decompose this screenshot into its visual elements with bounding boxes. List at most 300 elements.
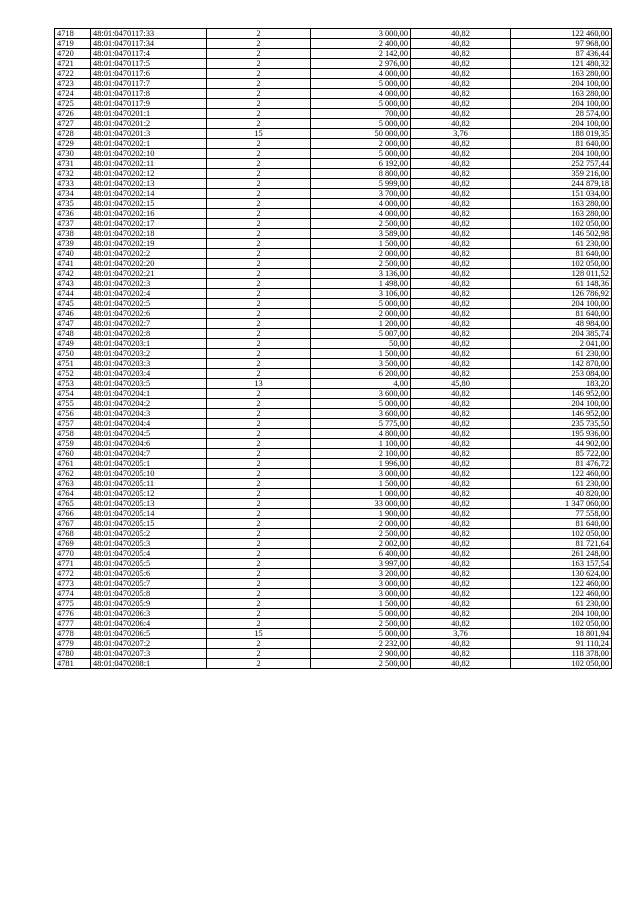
cadastral-number-cell: 48:01:0470202:12 (91, 169, 207, 179)
table-row (55, 659, 612, 669)
category-cell: 2 (207, 239, 311, 249)
cadastral-number-cell: 48:01:0470117:7 (91, 79, 207, 89)
rate-cell: 40,82 (411, 579, 511, 589)
rate-cell: 40,82 (411, 349, 511, 359)
row-number-cell: 4750 (55, 349, 91, 359)
table-row (55, 69, 612, 79)
category-cell: 2 (207, 279, 311, 289)
rate-cell: 40,82 (411, 549, 511, 559)
value-cell: 85 722,00 (511, 449, 612, 459)
area-cell: 2 142,00 (311, 49, 411, 59)
category-cell: 2 (207, 349, 311, 359)
area-cell: 3 000,00 (311, 469, 411, 479)
table-row (55, 379, 612, 389)
cadastral-number-cell: 48:01:0470203:2 (91, 349, 207, 359)
rate-cell: 3,76 (411, 629, 511, 639)
category-cell: 2 (207, 359, 311, 369)
cadastral-number-cell: 48:01:0470205:4 (91, 549, 207, 559)
category-cell: 2 (207, 119, 311, 129)
category-cell: 2 (207, 249, 311, 259)
area-cell: 2 232,00 (311, 639, 411, 649)
value-cell: 48 984,00 (511, 319, 612, 329)
table-row (55, 539, 612, 549)
area-cell: 2 500,00 (311, 219, 411, 229)
table-row (55, 409, 612, 419)
cadastral-number-cell: 48:01:0470204:7 (91, 449, 207, 459)
row-number-cell: 4722 (55, 69, 91, 79)
cadastral-number-cell: 48:01:0470203:4 (91, 369, 207, 379)
category-cell: 2 (207, 149, 311, 159)
table-row (55, 429, 612, 439)
value-cell: 204 100,00 (511, 99, 612, 109)
table-row (55, 339, 612, 349)
value-cell: 183,20 (511, 379, 612, 389)
cadastral-number-cell: 48:01:0470201:3 (91, 129, 207, 139)
table-row (55, 119, 612, 129)
rate-cell: 40,82 (411, 29, 511, 39)
row-number-cell: 4745 (55, 299, 91, 309)
table-row (55, 259, 612, 269)
category-cell: 2 (207, 649, 311, 659)
area-cell: 5 000,00 (311, 149, 411, 159)
rate-cell: 40,82 (411, 239, 511, 249)
area-cell: 2 500,00 (311, 529, 411, 539)
table-row (55, 139, 612, 149)
category-cell: 2 (207, 199, 311, 209)
table-row (55, 569, 612, 579)
category-cell: 2 (207, 559, 311, 569)
value-cell: 204 385,74 (511, 329, 612, 339)
value-cell: 118 378,00 (511, 649, 612, 659)
category-cell: 2 (207, 159, 311, 169)
rate-cell: 40,82 (411, 99, 511, 109)
row-number-cell: 4740 (55, 249, 91, 259)
value-cell: 151 034,00 (511, 189, 612, 199)
row-number-cell: 4768 (55, 529, 91, 539)
row-number-cell: 4733 (55, 179, 91, 189)
area-cell: 5 000,00 (311, 299, 411, 309)
value-cell: 261 248,00 (511, 549, 612, 559)
table-row (55, 49, 612, 59)
rate-cell: 40,82 (411, 199, 511, 209)
row-number-cell: 4729 (55, 139, 91, 149)
value-cell: 146 952,00 (511, 389, 612, 399)
area-cell: 5 999,00 (311, 179, 411, 189)
rate-cell: 40,82 (411, 449, 511, 459)
area-cell: 1 500,00 (311, 479, 411, 489)
category-cell: 2 (207, 369, 311, 379)
area-cell: 1 500,00 (311, 239, 411, 249)
cadastral-number-cell: 48:01:0470117:6 (91, 69, 207, 79)
value-cell: 204 100,00 (511, 119, 612, 129)
cadastral-number-cell: 48:01:0470117:33 (91, 29, 207, 39)
rate-cell: 40,82 (411, 119, 511, 129)
cadastral-number-cell: 48:01:0470202:10 (91, 149, 207, 159)
rate-cell: 40,82 (411, 559, 511, 569)
value-cell: 61 230,00 (511, 479, 612, 489)
area-cell: 5 775,00 (311, 419, 411, 429)
rate-cell: 40,82 (411, 419, 511, 429)
value-cell: 146 952,00 (511, 409, 612, 419)
row-number-cell: 4758 (55, 429, 91, 439)
rate-cell: 40,82 (411, 169, 511, 179)
table-row (55, 509, 612, 519)
row-number-cell: 4756 (55, 409, 91, 419)
cadastral-number-cell: 48:01:0470202:13 (91, 179, 207, 189)
row-number-cell: 4736 (55, 209, 91, 219)
rate-cell: 40,82 (411, 439, 511, 449)
row-number-cell: 4741 (55, 259, 91, 269)
rate-cell: 40,82 (411, 569, 511, 579)
table-row (55, 579, 612, 589)
row-number-cell: 4775 (55, 599, 91, 609)
area-cell: 5 000,00 (311, 609, 411, 619)
table-row (55, 169, 612, 179)
cadastral-number-cell: 48:01:0470202:7 (91, 319, 207, 329)
row-number-cell: 4778 (55, 629, 91, 639)
value-cell: 81 640,00 (511, 249, 612, 259)
table-row (55, 189, 612, 199)
table-row (55, 459, 612, 469)
cadastral-number-cell: 48:01:0470207:2 (91, 639, 207, 649)
row-number-cell: 4730 (55, 149, 91, 159)
table-row (55, 109, 612, 119)
rate-cell: 40,82 (411, 599, 511, 609)
rate-cell: 40,82 (411, 139, 511, 149)
table-row (55, 519, 612, 529)
cadastral-number-cell: 48:01:0470201:1 (91, 109, 207, 119)
rate-cell: 40,82 (411, 399, 511, 409)
value-cell: 97 968,00 (511, 39, 612, 49)
table-row (55, 349, 612, 359)
row-number-cell: 4726 (55, 109, 91, 119)
cadastral-number-cell: 48:01:0470204:1 (91, 389, 207, 399)
table-row (55, 299, 612, 309)
rate-cell: 3,76 (411, 129, 511, 139)
row-number-cell: 4770 (55, 549, 91, 559)
value-cell: 81 721,64 (511, 539, 612, 549)
value-cell: 244 879,18 (511, 179, 612, 189)
value-cell: 91 110,24 (511, 639, 612, 649)
rate-cell: 40,82 (411, 249, 511, 259)
value-cell: 204 100,00 (511, 79, 612, 89)
row-number-cell: 4776 (55, 609, 91, 619)
table-row (55, 449, 612, 459)
value-cell: 81 476,72 (511, 459, 612, 469)
row-number-cell: 4748 (55, 329, 91, 339)
category-cell: 15 (207, 629, 311, 639)
value-cell: 163 280,00 (511, 89, 612, 99)
category-cell: 2 (207, 329, 311, 339)
cadastral-number-cell: 48:01:0470202:17 (91, 219, 207, 229)
row-number-cell: 4772 (55, 569, 91, 579)
table-row (55, 359, 612, 369)
category-cell: 2 (207, 439, 311, 449)
rate-cell: 40,82 (411, 409, 511, 419)
cadastral-number-cell: 48:01:0470117:9 (91, 99, 207, 109)
value-cell: 18 801,94 (511, 629, 612, 639)
area-cell: 2 000,00 (311, 139, 411, 149)
row-number-cell: 4780 (55, 649, 91, 659)
table-row (55, 399, 612, 409)
value-cell: 146 502,98 (511, 229, 612, 239)
table-body (55, 29, 612, 669)
value-cell: 77 558,00 (511, 509, 612, 519)
value-cell: 81 640,00 (511, 519, 612, 529)
cadastral-number-cell: 48:01:0470205:15 (91, 519, 207, 529)
rate-cell: 40,82 (411, 299, 511, 309)
row-number-cell: 4725 (55, 99, 91, 109)
value-cell: 122 460,00 (511, 469, 612, 479)
cadastral-number-cell: 48:01:0470203:3 (91, 359, 207, 369)
category-cell: 2 (207, 459, 311, 469)
row-number-cell: 4737 (55, 219, 91, 229)
cadastral-number-cell: 48:01:0470205:6 (91, 569, 207, 579)
area-cell: 4 000,00 (311, 69, 411, 79)
area-cell: 1 200,00 (311, 319, 411, 329)
table-row (55, 209, 612, 219)
rate-cell: 40,82 (411, 309, 511, 319)
rate-cell: 40,82 (411, 649, 511, 659)
area-cell: 2 500,00 (311, 619, 411, 629)
rate-cell: 40,82 (411, 609, 511, 619)
area-cell: 1 100,00 (311, 439, 411, 449)
row-number-cell: 4747 (55, 319, 91, 329)
area-cell: 5 000,00 (311, 79, 411, 89)
category-cell: 2 (207, 299, 311, 309)
value-cell: 204 100,00 (511, 609, 612, 619)
cadastral-number-cell: 48:01:0470202:19 (91, 239, 207, 249)
cadastral-number-cell: 48:01:0470205:9 (91, 599, 207, 609)
area-cell: 2 400,00 (311, 39, 411, 49)
area-cell: 3 600,00 (311, 409, 411, 419)
value-cell: 122 460,00 (511, 29, 612, 39)
cadastral-number-cell: 48:01:0470202:1 (91, 139, 207, 149)
table-row (55, 629, 612, 639)
category-cell: 2 (207, 79, 311, 89)
value-cell: 122 460,00 (511, 589, 612, 599)
row-number-cell: 4751 (55, 359, 91, 369)
area-cell: 1 498,00 (311, 279, 411, 289)
cadastral-number-cell: 48:01:0470203:1 (91, 339, 207, 349)
row-number-cell: 4734 (55, 189, 91, 199)
rate-cell: 40,82 (411, 109, 511, 119)
category-cell: 2 (207, 399, 311, 409)
category-cell: 2 (207, 209, 311, 219)
rate-cell: 40,82 (411, 219, 511, 229)
table-row (55, 499, 612, 509)
category-cell: 2 (207, 639, 311, 649)
area-cell: 1 500,00 (311, 349, 411, 359)
area-cell: 3 136,00 (311, 269, 411, 279)
row-number-cell: 4763 (55, 479, 91, 489)
table-row (55, 639, 612, 649)
rate-cell: 40,82 (411, 459, 511, 469)
cadastral-number-cell: 48:01:0470117:5 (91, 59, 207, 69)
row-number-cell: 4766 (55, 509, 91, 519)
table-row (55, 529, 612, 539)
table-row (55, 219, 612, 229)
rate-cell: 40,82 (411, 269, 511, 279)
value-cell: 61 230,00 (511, 239, 612, 249)
category-cell: 2 (207, 449, 311, 459)
value-cell: 40 820,00 (511, 489, 612, 499)
table-row (55, 89, 612, 99)
category-cell: 2 (207, 39, 311, 49)
category-cell: 13 (207, 379, 311, 389)
value-cell: 163 280,00 (511, 209, 612, 219)
table-row (55, 159, 612, 169)
row-number-cell: 4744 (55, 289, 91, 299)
table-row (55, 39, 612, 49)
rate-cell: 40,82 (411, 429, 511, 439)
table-row (55, 619, 612, 629)
category-cell: 2 (207, 469, 311, 479)
cadastral-number-cell: 48:01:0470202:21 (91, 269, 207, 279)
row-number-cell: 4769 (55, 539, 91, 549)
category-cell: 2 (207, 319, 311, 329)
area-cell: 3 600,00 (311, 389, 411, 399)
cadastral-number-cell: 48:01:0470204:2 (91, 399, 207, 409)
value-cell: 204 100,00 (511, 149, 612, 159)
area-cell: 8 800,00 (311, 169, 411, 179)
table-row (55, 179, 612, 189)
area-cell: 6 400,00 (311, 549, 411, 559)
cadastral-number-cell: 48:01:0470202:14 (91, 189, 207, 199)
cadastral-number-cell: 48:01:0470205:10 (91, 469, 207, 479)
value-cell: 163 157,54 (511, 559, 612, 569)
category-cell: 2 (207, 609, 311, 619)
category-cell: 2 (207, 69, 311, 79)
area-cell: 4,00 (311, 379, 411, 389)
category-cell: 2 (207, 389, 311, 399)
value-cell: 61 148,36 (511, 279, 612, 289)
cadastral-number-cell: 48:01:0470207:3 (91, 649, 207, 659)
row-number-cell: 4724 (55, 89, 91, 99)
row-number-cell: 4760 (55, 449, 91, 459)
value-cell: 44 902,00 (511, 439, 612, 449)
cadastral-number-cell: 48:01:0470205:8 (91, 589, 207, 599)
area-cell: 3 000,00 (311, 29, 411, 39)
rate-cell: 40,82 (411, 619, 511, 629)
rate-cell: 40,82 (411, 529, 511, 539)
row-number-cell: 4757 (55, 419, 91, 429)
area-cell: 5 000,00 (311, 629, 411, 639)
rate-cell: 40,82 (411, 539, 511, 549)
category-cell: 2 (207, 179, 311, 189)
value-cell: 359 216,00 (511, 169, 612, 179)
table-row (55, 129, 612, 139)
row-number-cell: 4777 (55, 619, 91, 629)
cadastral-number-cell: 48:01:0470202:20 (91, 259, 207, 269)
area-cell: 2 000,00 (311, 249, 411, 259)
rate-cell: 40,82 (411, 389, 511, 399)
table-row (55, 559, 612, 569)
cadastral-number-cell: 48:01:0470201:2 (91, 119, 207, 129)
area-cell: 2 900,00 (311, 649, 411, 659)
area-cell: 5 000,00 (311, 119, 411, 129)
rate-cell: 40,82 (411, 589, 511, 599)
row-number-cell: 4739 (55, 239, 91, 249)
cadastral-number-cell: 48:01:0470202:5 (91, 299, 207, 309)
row-number-cell: 4746 (55, 309, 91, 319)
row-number-cell: 4765 (55, 499, 91, 509)
area-cell: 4 000,00 (311, 199, 411, 209)
row-number-cell: 4753 (55, 379, 91, 389)
area-cell: 3 500,00 (311, 359, 411, 369)
row-number-cell: 4779 (55, 639, 91, 649)
table-row (55, 239, 612, 249)
table-row (55, 439, 612, 449)
category-cell: 2 (207, 49, 311, 59)
cadastral-number-cell: 48:01:0470208:1 (91, 659, 207, 669)
category-cell: 2 (207, 539, 311, 549)
area-cell: 50 000,00 (311, 129, 411, 139)
value-cell: 235 735,50 (511, 419, 612, 429)
cadastral-number-cell: 48:01:0470205:5 (91, 559, 207, 569)
cadastral-number-cell: 48:01:0470205:12 (91, 489, 207, 499)
rate-cell: 40,82 (411, 49, 511, 59)
rate-cell: 40,82 (411, 149, 511, 159)
category-cell: 2 (207, 619, 311, 629)
category-cell: 2 (207, 139, 311, 149)
area-cell: 1 500,00 (311, 599, 411, 609)
rate-cell: 40,82 (411, 39, 511, 49)
row-number-cell: 4755 (55, 399, 91, 409)
category-cell: 2 (207, 549, 311, 559)
category-cell: 2 (207, 569, 311, 579)
table-row (55, 479, 612, 489)
area-cell: 3 997,00 (311, 559, 411, 569)
row-number-cell: 4771 (55, 559, 91, 569)
row-number-cell: 4749 (55, 339, 91, 349)
category-cell: 2 (207, 59, 311, 69)
category-cell: 2 (207, 419, 311, 429)
rate-cell: 40,82 (411, 159, 511, 169)
row-number-cell: 4720 (55, 49, 91, 59)
table-row (55, 99, 612, 109)
table-row (55, 79, 612, 89)
area-cell: 4 000,00 (311, 89, 411, 99)
value-cell: 102 050,00 (511, 529, 612, 539)
table-row (55, 419, 612, 429)
category-cell: 2 (207, 109, 311, 119)
cadastral-number-cell: 48:01:0470204:4 (91, 419, 207, 429)
area-cell: 3 200,00 (311, 569, 411, 579)
value-cell: 28 574,00 (511, 109, 612, 119)
row-number-cell: 4727 (55, 119, 91, 129)
area-cell: 3 700,00 (311, 189, 411, 199)
cadastral-number-cell: 48:01:0470117:8 (91, 89, 207, 99)
value-cell: 204 100,00 (511, 399, 612, 409)
value-cell: 102 050,00 (511, 619, 612, 629)
table-row (55, 199, 612, 209)
cadastral-number-cell: 48:01:0470205:13 (91, 499, 207, 509)
row-number-cell: 4773 (55, 579, 91, 589)
category-cell: 2 (207, 219, 311, 229)
table-row (55, 549, 612, 559)
rate-cell: 40,82 (411, 639, 511, 649)
row-number-cell: 4761 (55, 459, 91, 469)
cadastral-number-cell: 48:01:0470202:18 (91, 229, 207, 239)
area-cell: 33 000,00 (311, 499, 411, 509)
table-row (55, 589, 612, 599)
value-cell: 163 280,00 (511, 69, 612, 79)
cadastral-number-cell: 48:01:0470202:2 (91, 249, 207, 259)
row-number-cell: 4735 (55, 199, 91, 209)
cadastral-number-cell: 48:01:0470206:4 (91, 619, 207, 629)
rate-cell: 40,82 (411, 179, 511, 189)
